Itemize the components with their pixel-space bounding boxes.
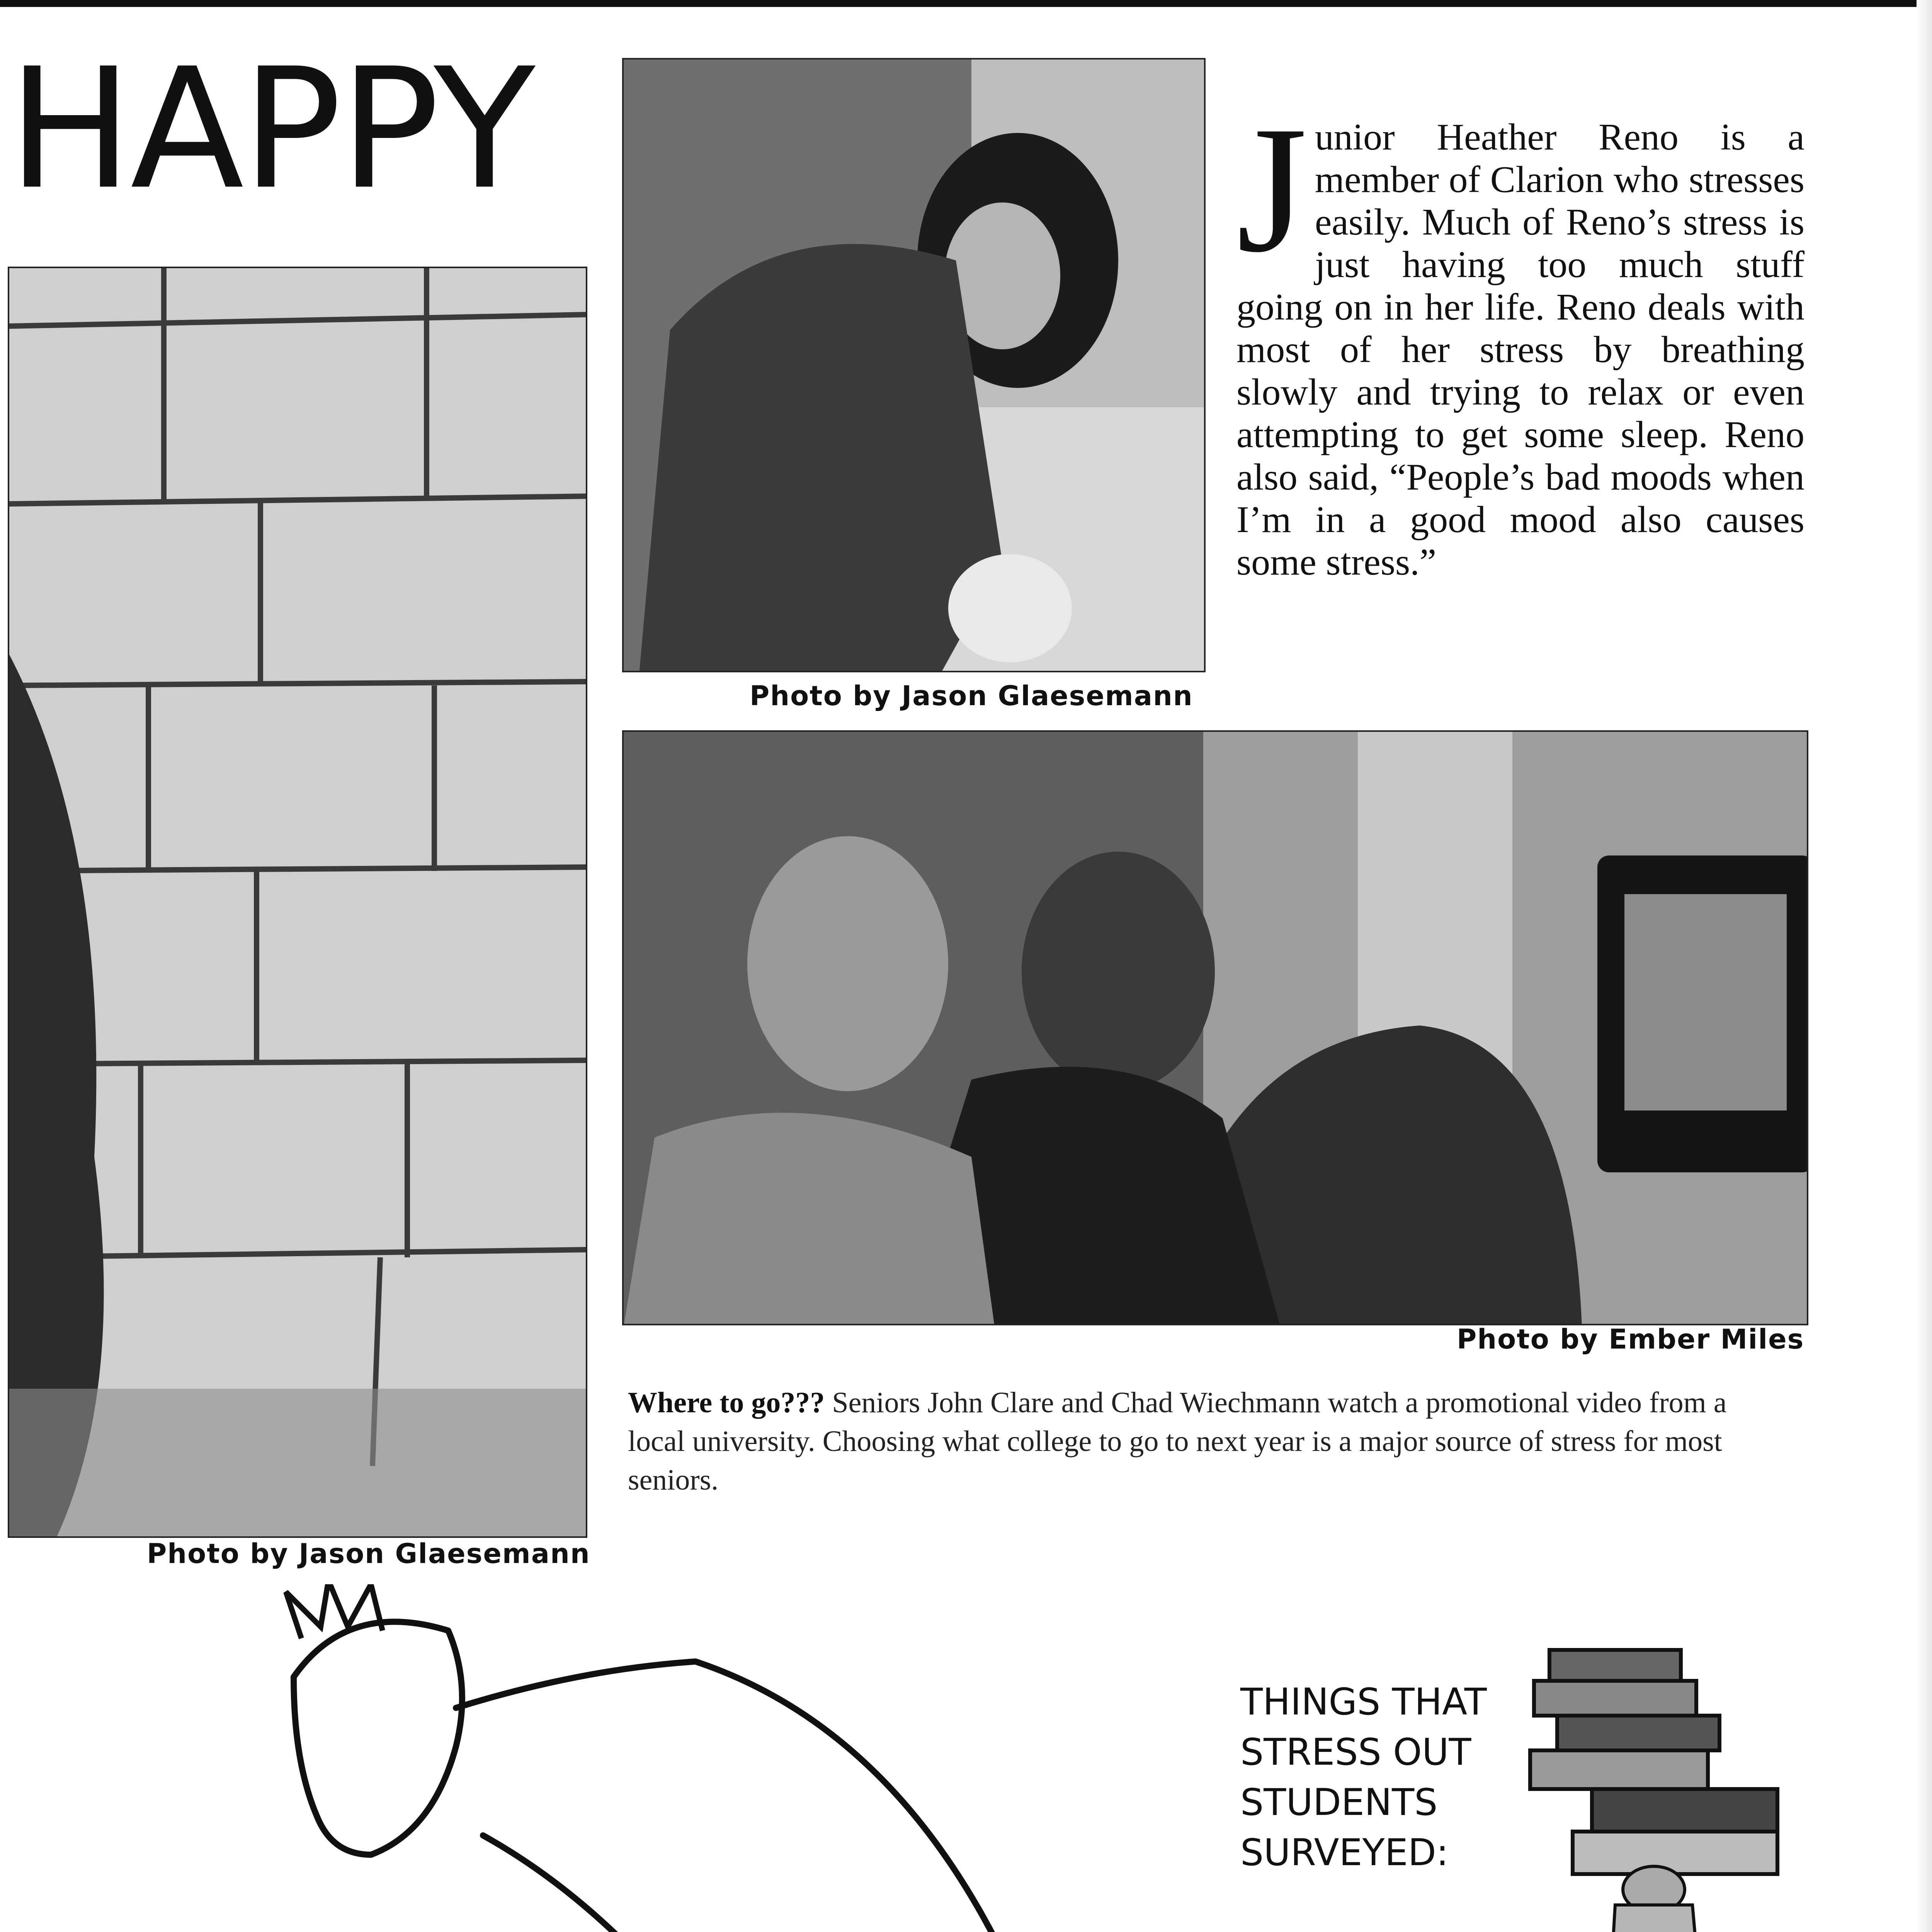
caption-body: Seniors John Clare and Chad Wiechmann watch a promotional video from a local university. Choosing what college to go to next year is a major source of stress for most seniors. xyxy=(628,1386,1727,1496)
caption-lead: Where to go??? xyxy=(628,1386,825,1419)
book-carrier-illustration xyxy=(1526,1634,1789,1932)
wall-photo-image xyxy=(9,268,587,1538)
seniors-photo xyxy=(622,730,1808,1325)
page-edge-shadow xyxy=(1917,0,1932,1932)
stress-list-title: THINGS THAT STRESS OUT STUDENTS SURVEYED: xyxy=(1240,1681,1487,1874)
seniors-photo-image xyxy=(624,732,1808,1325)
reno-photo-image xyxy=(624,60,1206,672)
story-drop-cap: J xyxy=(1236,88,1307,290)
story-body: unior Heather Reno is a member of Clarion who stresses easily. Much of Reno’s stress is just having too much stuff going on in her life. Reno deals with most of her stress by breathing slowly and trying to relax or even attempting to get some sleep. Reno also said, “People’s bad moods when I’m in a good mood also causes some stress.” xyxy=(1236,116,1804,583)
page-headline: HAPPY xyxy=(8,33,533,226)
reno-photo-credit: Photo by Jason Glaesemann xyxy=(750,680,1193,712)
stressed-student-illustration xyxy=(0,1584,1198,1932)
wall-photo-credit: Photo by Jason Glaesemann xyxy=(147,1538,590,1570)
book-carrier-drawing xyxy=(1526,1634,1789,1932)
story-text xyxy=(1236,88,1804,583)
seniors-photo-credit: Photo by Ember Miles xyxy=(1457,1323,1804,1355)
wall-photo xyxy=(8,267,587,1538)
illustration-drawing xyxy=(0,1584,1198,1932)
reno-photo xyxy=(622,58,1206,672)
top-edge-rule xyxy=(0,0,1932,7)
seniors-caption xyxy=(628,1383,1783,1499)
